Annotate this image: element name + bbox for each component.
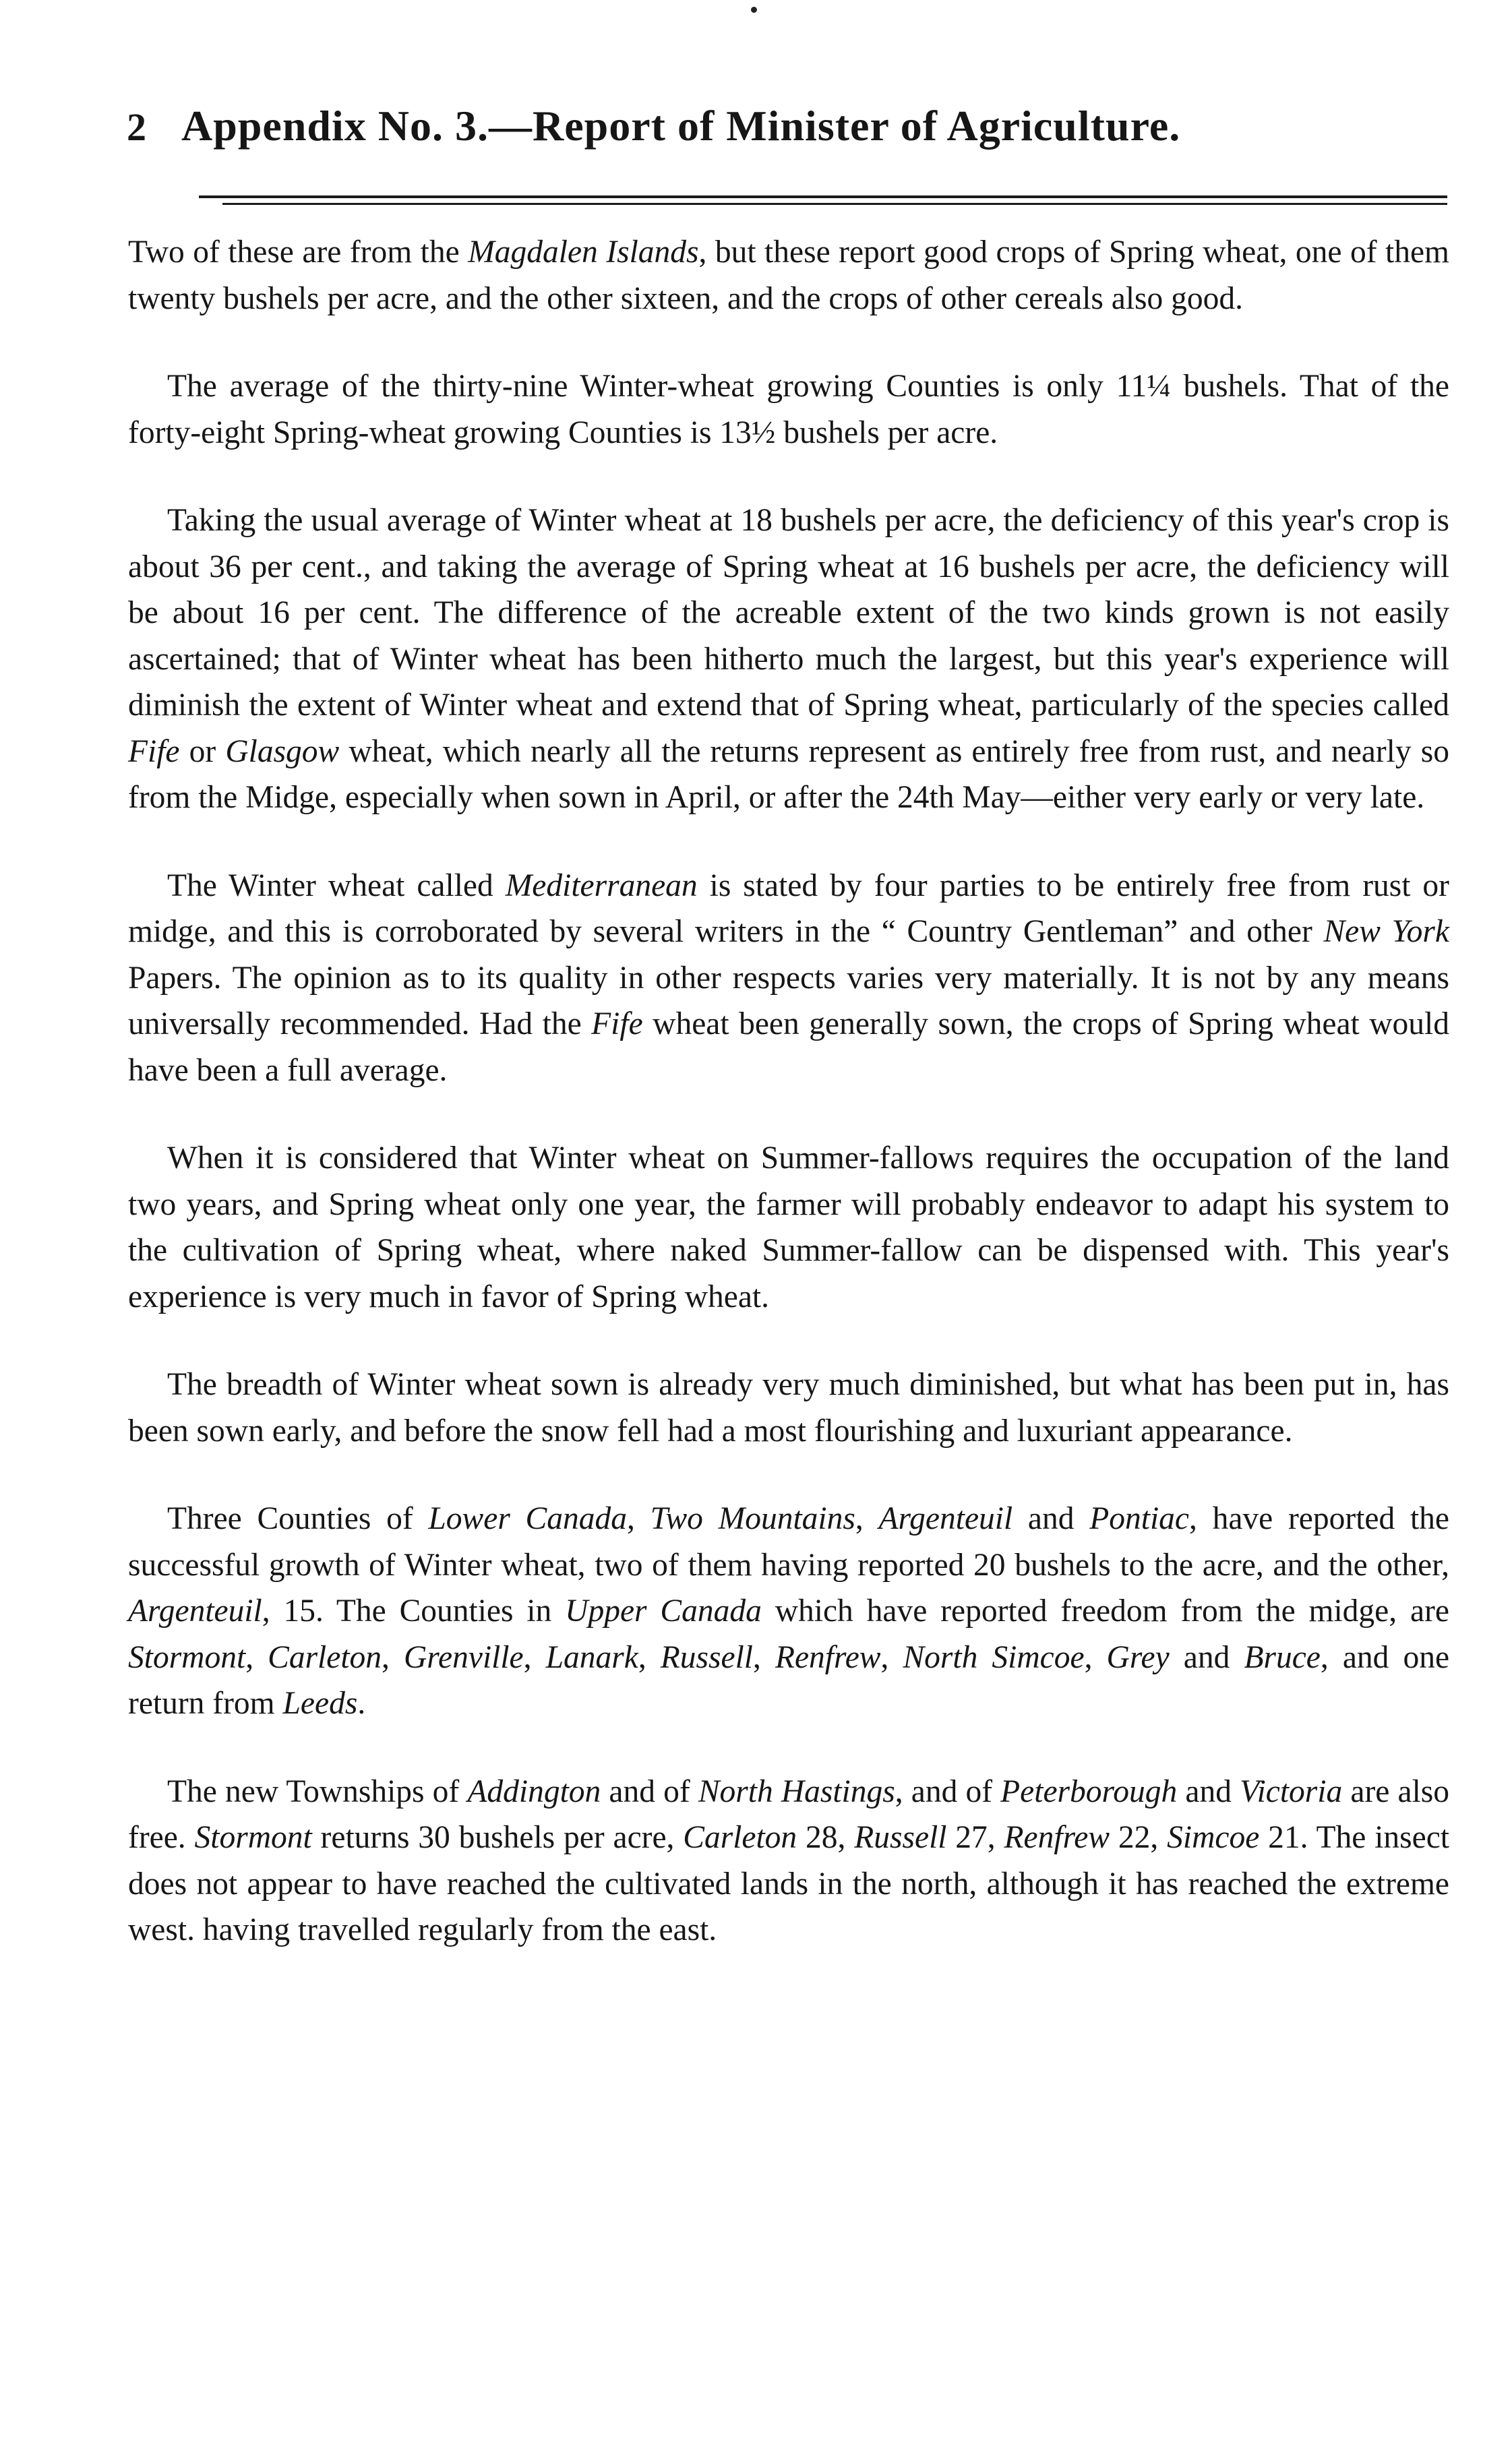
- paragraph-text: ,: [382, 1639, 404, 1675]
- header-rule-thin: [222, 203, 1447, 205]
- paragraph: [128, 1135, 1449, 1320]
- header-rule: [199, 195, 1447, 198]
- paragraph: [128, 1769, 1449, 1953]
- paragraph-text: .: [357, 1686, 366, 1721]
- italic-text: Lower Canada: [428, 1501, 627, 1536]
- paragraph-text: Taking the usual average of Winter wheat at 18 bushels per acre, the deficiency of this year's crop is about 36 per cent., and taking the average of Spring wheat at 16 bushels per acre, the deficiency will be about 16 per cent. The difference of the acreable extent of the two kinds grown is not easily ascertained; that of Winter wheat has been hitherto much the largest, but this year's experience will diminish the extent of Winter wheat and extend that of Spring wheat, particularly of the species called: [128, 503, 1449, 723]
- italic-text: Lanark: [545, 1639, 638, 1675]
- paragraph-text: returns 30 bushels per acre,: [311, 1820, 684, 1855]
- paragraph-text: which have reported freedom from the midge, are: [761, 1593, 1449, 1629]
- paragraph-text: and: [1012, 1501, 1090, 1536]
- paragraph-text: ,: [880, 1639, 903, 1675]
- paragraph-text: wheat, which nearly all the returns represent as entirely free from rust, and nearly so from the Midge, especially when sown in April, or after the 24th May—either very early or very late.: [128, 733, 1449, 815]
- italic-text: Carleton: [268, 1639, 382, 1675]
- paragraph-text: Papers. The opinion as to its quality in other respects varies very materially. It is not by any means universally recommended. Had the: [128, 960, 1449, 1041]
- italic-text: North Hastings: [698, 1773, 895, 1809]
- paragraph-text: ,: [855, 1501, 879, 1536]
- paragraph-text: ,: [626, 1501, 651, 1536]
- paragraph-text: and: [1169, 1639, 1244, 1675]
- italic-text: Russell: [660, 1639, 753, 1675]
- italic-text: Grenville: [404, 1639, 524, 1675]
- print-speck: [751, 7, 757, 13]
- italic-text: Addington: [467, 1773, 601, 1809]
- paragraph-text: and: [1177, 1773, 1240, 1809]
- italic-text: Argenteuil: [878, 1501, 1013, 1536]
- paragraph-text: wheat been generally sown, the crops of Spring wheat would have been a full average.: [128, 1006, 1449, 1088]
- italic-text: Russell: [854, 1820, 947, 1855]
- italic-text: Victoria: [1240, 1773, 1343, 1809]
- paragraph-text: , but these report good crops of Spring wheat, one of them twenty bushels per acre, and the other sixteen, and the crops of other cereals also good.: [128, 235, 1450, 316]
- italic-text: Grey: [1106, 1639, 1170, 1675]
- paragraph: [128, 1362, 1449, 1454]
- italic-text: Upper Canada: [565, 1593, 762, 1629]
- paragraph-text: The breadth of Winter wheat sown is already very much diminished, but what has been put in, has been sown early, and before the snow fell had a most flourishing and luxuriant appearance.: [128, 1367, 1449, 1449]
- paragraph-text: When it is considered that Winter wheat on Summer-fallows requires the occupation of the land two years, and Spring wheat only one year, the farmer will probably endeavor to adapt his system to the cultivation of Spring wheat, where naked Summer-fallow can be dispensed with. This year's experience is very much in favor of Spring wheat.: [128, 1141, 1449, 1314]
- paragraph-text: ,: [638, 1639, 661, 1675]
- italic-text: Simcoe: [1167, 1820, 1260, 1855]
- italic-text: Fife: [128, 733, 180, 769]
- italic-text: Magdalen Islands: [468, 235, 699, 270]
- paragraph-text: The new Townships of: [167, 1773, 468, 1809]
- italic-text: North Simcoe: [903, 1639, 1085, 1675]
- italic-text: Renfrew: [775, 1639, 881, 1675]
- paragraph: [128, 363, 1449, 456]
- paragraph-text: , 15. The Counties in: [262, 1593, 566, 1629]
- paragraph: [128, 497, 1449, 821]
- italic-text: Renfrew: [1004, 1820, 1110, 1855]
- paragraph-text: , and one return from: [128, 1639, 1450, 1721]
- paragraph-text: are also free.: [128, 1773, 1449, 1855]
- paragraph-text: , have reported the successful growth of Winter wheat, two of them having reported 20 bushels to the acre, and the other,: [128, 1501, 1449, 1583]
- italic-text: Pontiac: [1089, 1501, 1189, 1536]
- paragraph-text: ,: [1084, 1639, 1107, 1675]
- paragraph: [128, 229, 1449, 322]
- paragraph-text: ,: [523, 1639, 546, 1675]
- paragraph-text: ,: [245, 1639, 268, 1675]
- italic-text: Glasgow: [225, 733, 340, 769]
- paragraph: [128, 1496, 1449, 1727]
- paragraph: [128, 863, 1449, 1094]
- paragraph-text: 28,: [797, 1820, 855, 1855]
- italic-text: New York: [1323, 914, 1449, 949]
- paragraph-text: Three Counties of: [167, 1501, 429, 1536]
- paragraph-text: , and of: [895, 1773, 1001, 1809]
- italic-text: Bruce: [1244, 1639, 1321, 1675]
- italic-text: Two Mountains: [650, 1501, 855, 1536]
- paragraph-text: ,: [753, 1639, 775, 1675]
- page-number: 2: [127, 105, 146, 149]
- paragraph-text: The Winter wheat called: [167, 868, 506, 903]
- paragraph-text: or: [179, 733, 226, 769]
- italic-text: Stormont: [194, 1820, 312, 1855]
- italic-text: Mediterranean: [505, 868, 698, 903]
- paragraph-text: 21. The insect does not appear to have reached the cultivated lands in the north, although it has reached the extreme west. having travelled regularly from the east.: [128, 1820, 1449, 1947]
- body-text: [128, 229, 1449, 1995]
- italic-text: Carleton: [683, 1820, 797, 1855]
- italic-text: Leeds: [282, 1686, 358, 1721]
- paragraph-text: is stated by four parties to be entirely free from rust or midge, and this is corroborated by several writers in the “ Country Gentleman” and other: [128, 868, 1449, 949]
- paragraph-text: and of: [601, 1773, 698, 1809]
- paragraph-text: 27,: [946, 1820, 1004, 1855]
- page-header: [127, 101, 1448, 162]
- italic-text: Peterborough: [1000, 1773, 1178, 1809]
- paragraph-text: Two of these are from the: [128, 235, 468, 270]
- paragraph-text: The average of the thirty-nine Winter-wheat growing Counties is only 11¼ bushels. That of the forty-eight Spring-wheat growing Counties is 13½ bushels per acre.: [128, 369, 1449, 450]
- italic-text: Fife: [591, 1006, 643, 1041]
- paragraph-text: 22,: [1110, 1820, 1168, 1855]
- italic-text: Argenteuil: [128, 1593, 262, 1629]
- running-title: Appendix No. 3.—Report of Minister of Agriculture.: [181, 102, 1181, 150]
- italic-text: Stormont: [128, 1639, 246, 1675]
